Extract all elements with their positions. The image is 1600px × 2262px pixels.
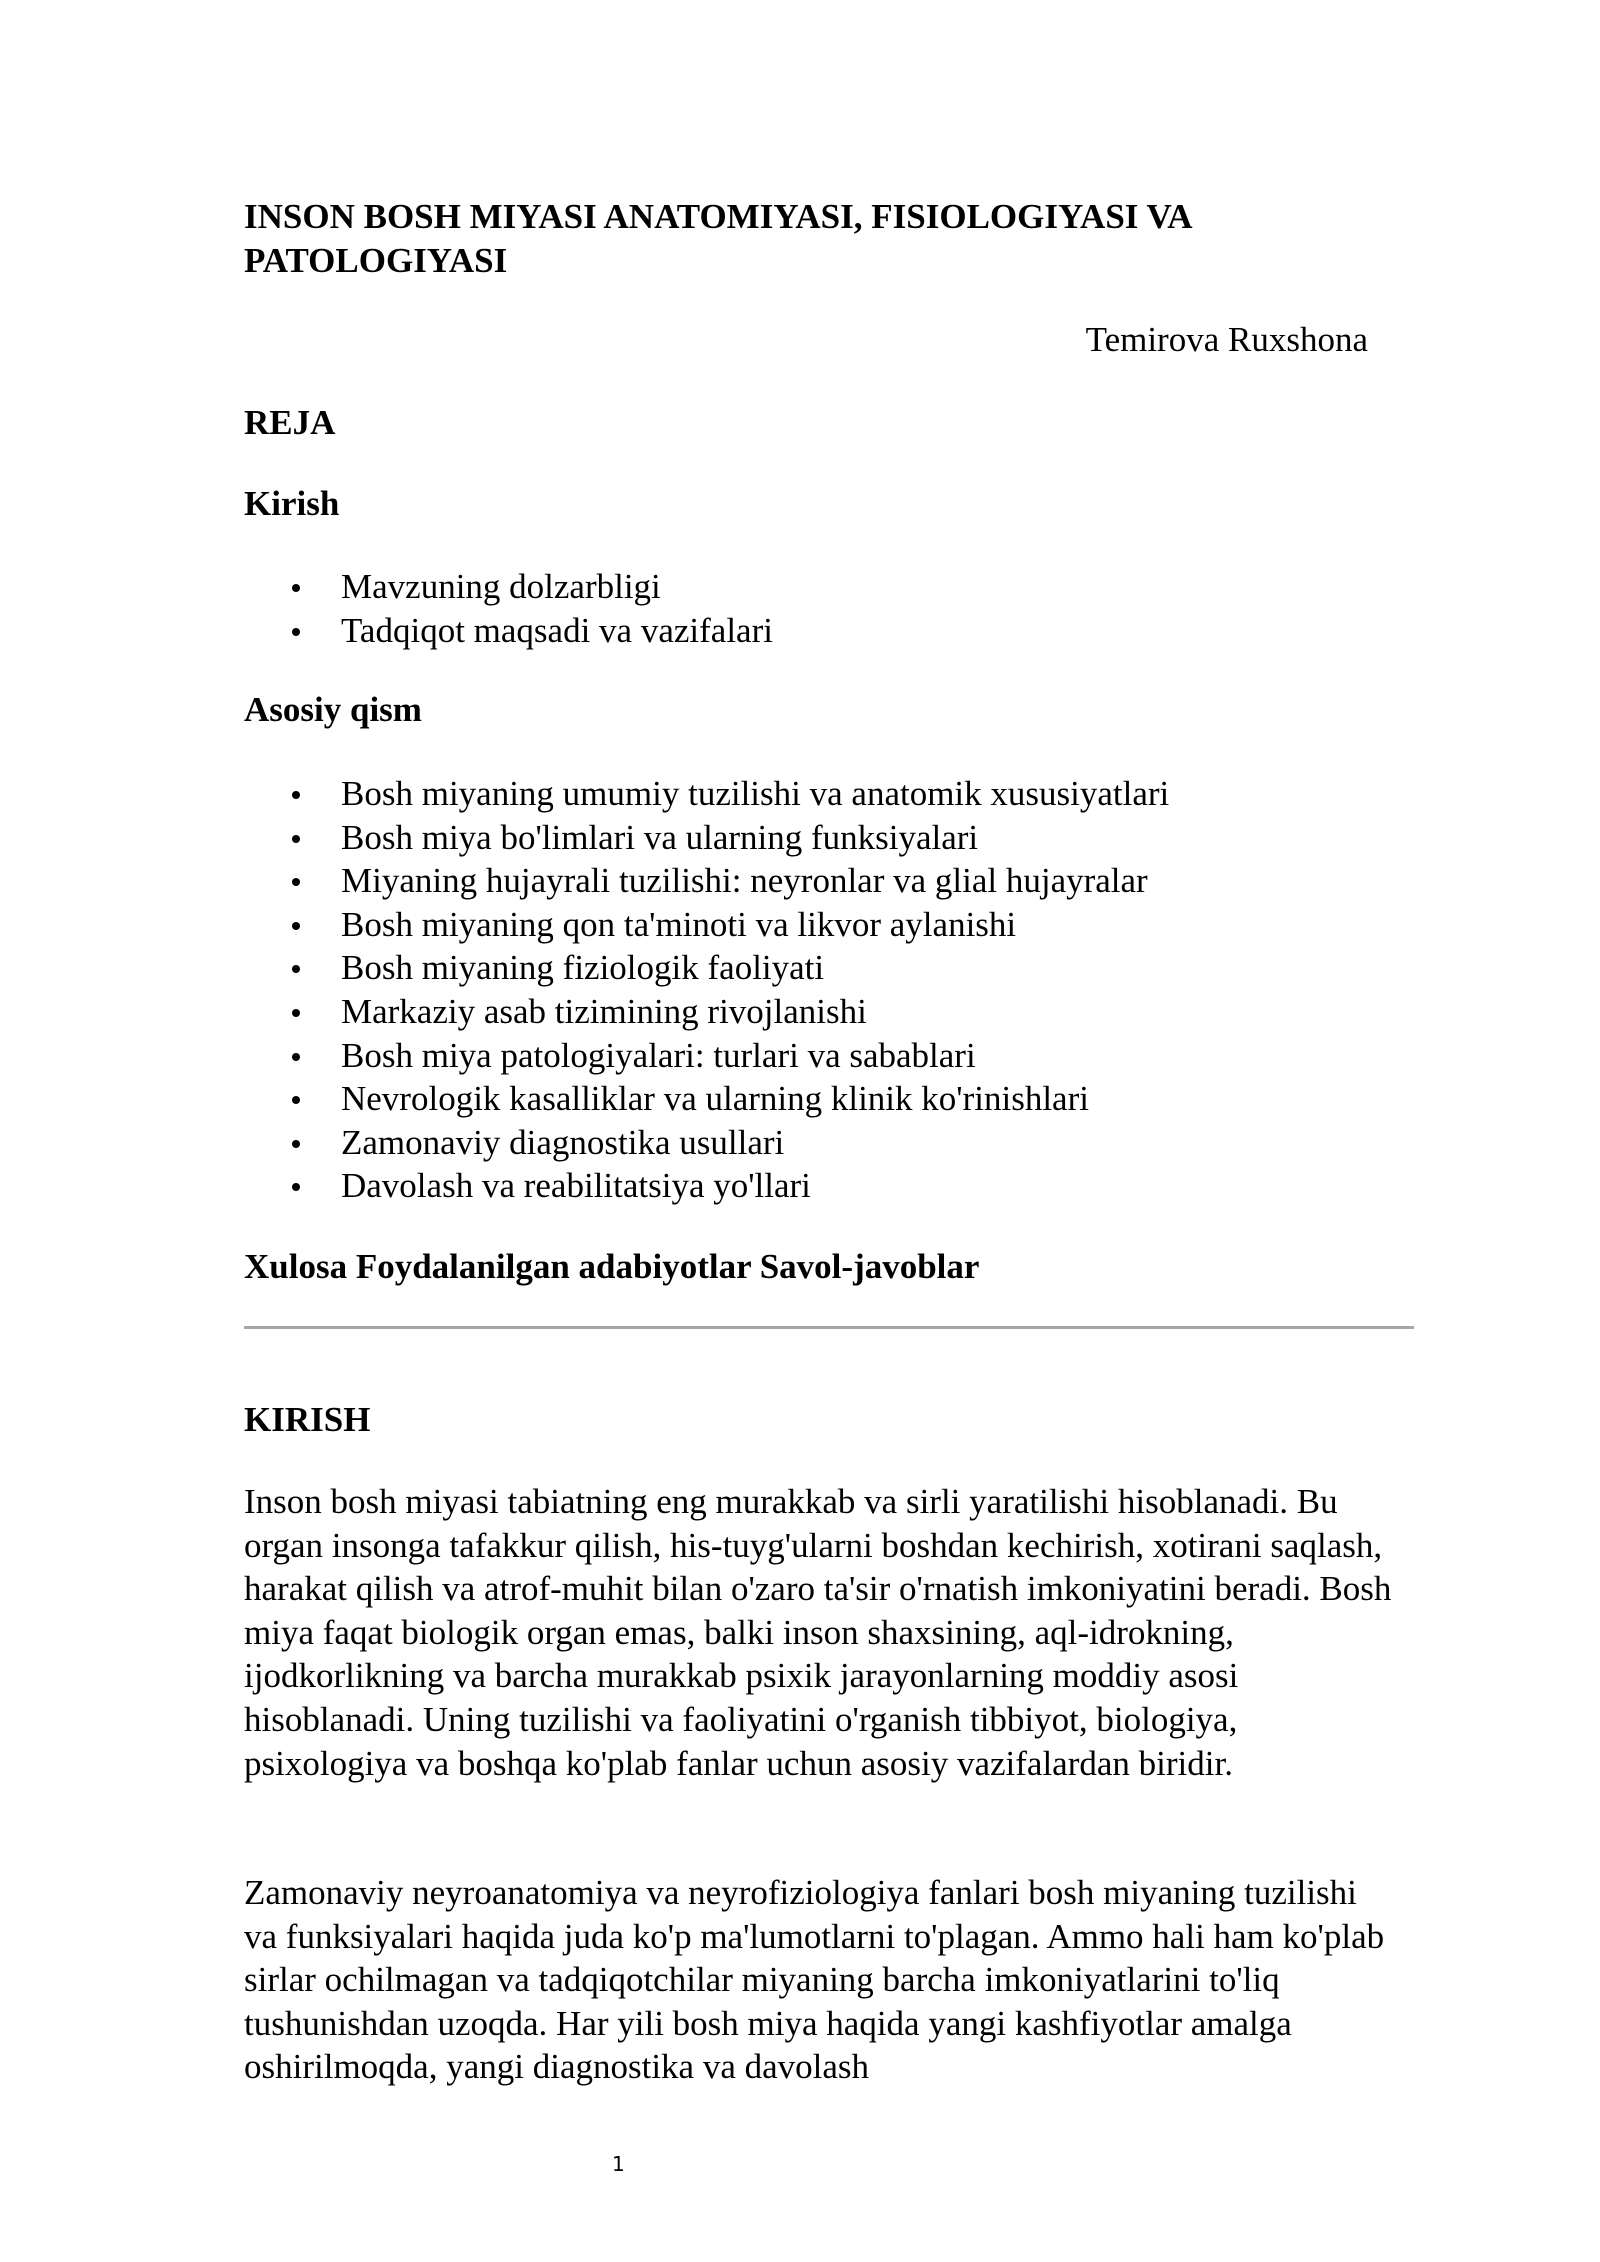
list-item bbox=[244, 1121, 1169, 1165]
plan-heading: REJA bbox=[244, 403, 336, 442]
list-item-text: Zamonaviy diagnostika usullari bbox=[341, 1122, 785, 1162]
intro-heading: Kirish bbox=[244, 484, 340, 523]
list-item-text: Bosh miya patologiyalari: turlari va sabablari bbox=[341, 1035, 976, 1075]
bullet-icon bbox=[292, 584, 300, 592]
bullet-icon bbox=[292, 791, 300, 799]
bullet-icon bbox=[292, 878, 300, 886]
list-item bbox=[244, 565, 773, 609]
list-item-text: Bosh miya bo'limlari va ularning funksiyalari bbox=[341, 817, 979, 857]
list-item bbox=[244, 609, 773, 653]
intro-list bbox=[244, 565, 773, 652]
list-item bbox=[244, 990, 1169, 1034]
list-item bbox=[244, 1034, 1169, 1078]
bullet-icon bbox=[292, 1140, 300, 1148]
list-item-text: Bosh miyaning umumiy tuzilishi va anatomik xususiyatlari bbox=[341, 774, 1170, 813]
page-number: 1 bbox=[612, 2152, 625, 2176]
body-paragraph: Inson bosh miyasi tabiatning eng murakkab va sirli yaratilishi hisoblanadi. Bu organ insonga tafakkur qilish, his-tuyg'ularni boshdan kechirish, xotirani saqlash, harakat qilish va atrof-muhit bilan o'zaro ta'sir o'rnatish imkoniyatini beradi. Bosh miya faqat biologik organ emas, balki inson shaxsining, aql-idrokning, ijodkorlikning va barcha murakkab psixik jarayonlarning moddiy asosi hisoblanadi. Uning tuzilishi va faoliyatini o'rganish tibbiyot, biologiya, psixologiya va boshqa ko'plab fanlar uchun asosiy vazifalardan biridir. bbox=[244, 1482, 1392, 1783]
list-item-text: Miyaning hujayrali tuzilishi: neyronlar va glial hujayralar bbox=[341, 861, 1148, 901]
section-heading-kirish: KIRISH bbox=[244, 1400, 371, 1439]
list-item-text: Nevrologik kasalliklar va ularning klinik ko'rinishlari bbox=[341, 1079, 1089, 1119]
list-item bbox=[244, 1077, 1169, 1121]
list-item bbox=[244, 859, 1169, 903]
list-item-text: Mavzuning dolzarbligi bbox=[341, 567, 661, 606]
main-list bbox=[244, 772, 1169, 1208]
list-item bbox=[244, 1164, 1169, 1208]
list-item bbox=[244, 816, 1169, 860]
list-item-text: Davolash va reabilitatsiya yo'llari bbox=[341, 1166, 811, 1206]
list-item-text: Bosh miyaning qon ta'minoti va likvor aylanishi bbox=[341, 904, 1017, 944]
bullet-icon bbox=[292, 922, 300, 930]
list-item-text: Markaziy asab tizimining rivojlanishi bbox=[341, 991, 867, 1031]
list-item bbox=[244, 903, 1169, 947]
list-item bbox=[244, 772, 1169, 816]
body-paragraph: Zamonaviy neyroanatomiya va neyrofiziologiya fanlari bosh miyaning tuzilishi va funksiyalari haqida juda ko'p ma'lumotlarni to'plagan. Ammo hali ham ko'plab sirlar ochilmagan va tadqiqotchilar miyaning barcha imkoniyatlarini to'liq tushunishdan uzoqda. Har yili bosh miya haqida yangi kashfiyotlar amalga oshirilmoqda, yangi diagnostika va davolash bbox=[244, 1873, 1385, 2087]
bullet-icon bbox=[292, 835, 300, 843]
bullet-icon bbox=[292, 1009, 300, 1017]
bullet-icon bbox=[292, 1183, 300, 1191]
closing-heading: Xulosa Foydalanilgan adabiyotlar Savol-javoblar bbox=[244, 1247, 980, 1286]
list-item bbox=[244, 946, 1169, 990]
document-title: INSON BOSH MIYASI ANATOMIYASI, FISIOLOGIYASI VA PATOLOGIYASI bbox=[244, 197, 1191, 280]
bullet-icon bbox=[292, 965, 300, 973]
bullet-icon bbox=[292, 628, 300, 636]
horizontal-divider bbox=[244, 1326, 1414, 1329]
list-item-text: Bosh miyaning fiziologik faoliyati bbox=[341, 948, 825, 988]
author-name: Temirova Ruxshona bbox=[1085, 320, 1368, 359]
list-item-text: Tadqiqot maqsadi va vazifalari bbox=[341, 610, 773, 650]
main-heading: Asosiy qism bbox=[244, 690, 422, 729]
bullet-icon bbox=[292, 1096, 300, 1104]
bullet-icon bbox=[292, 1053, 300, 1061]
